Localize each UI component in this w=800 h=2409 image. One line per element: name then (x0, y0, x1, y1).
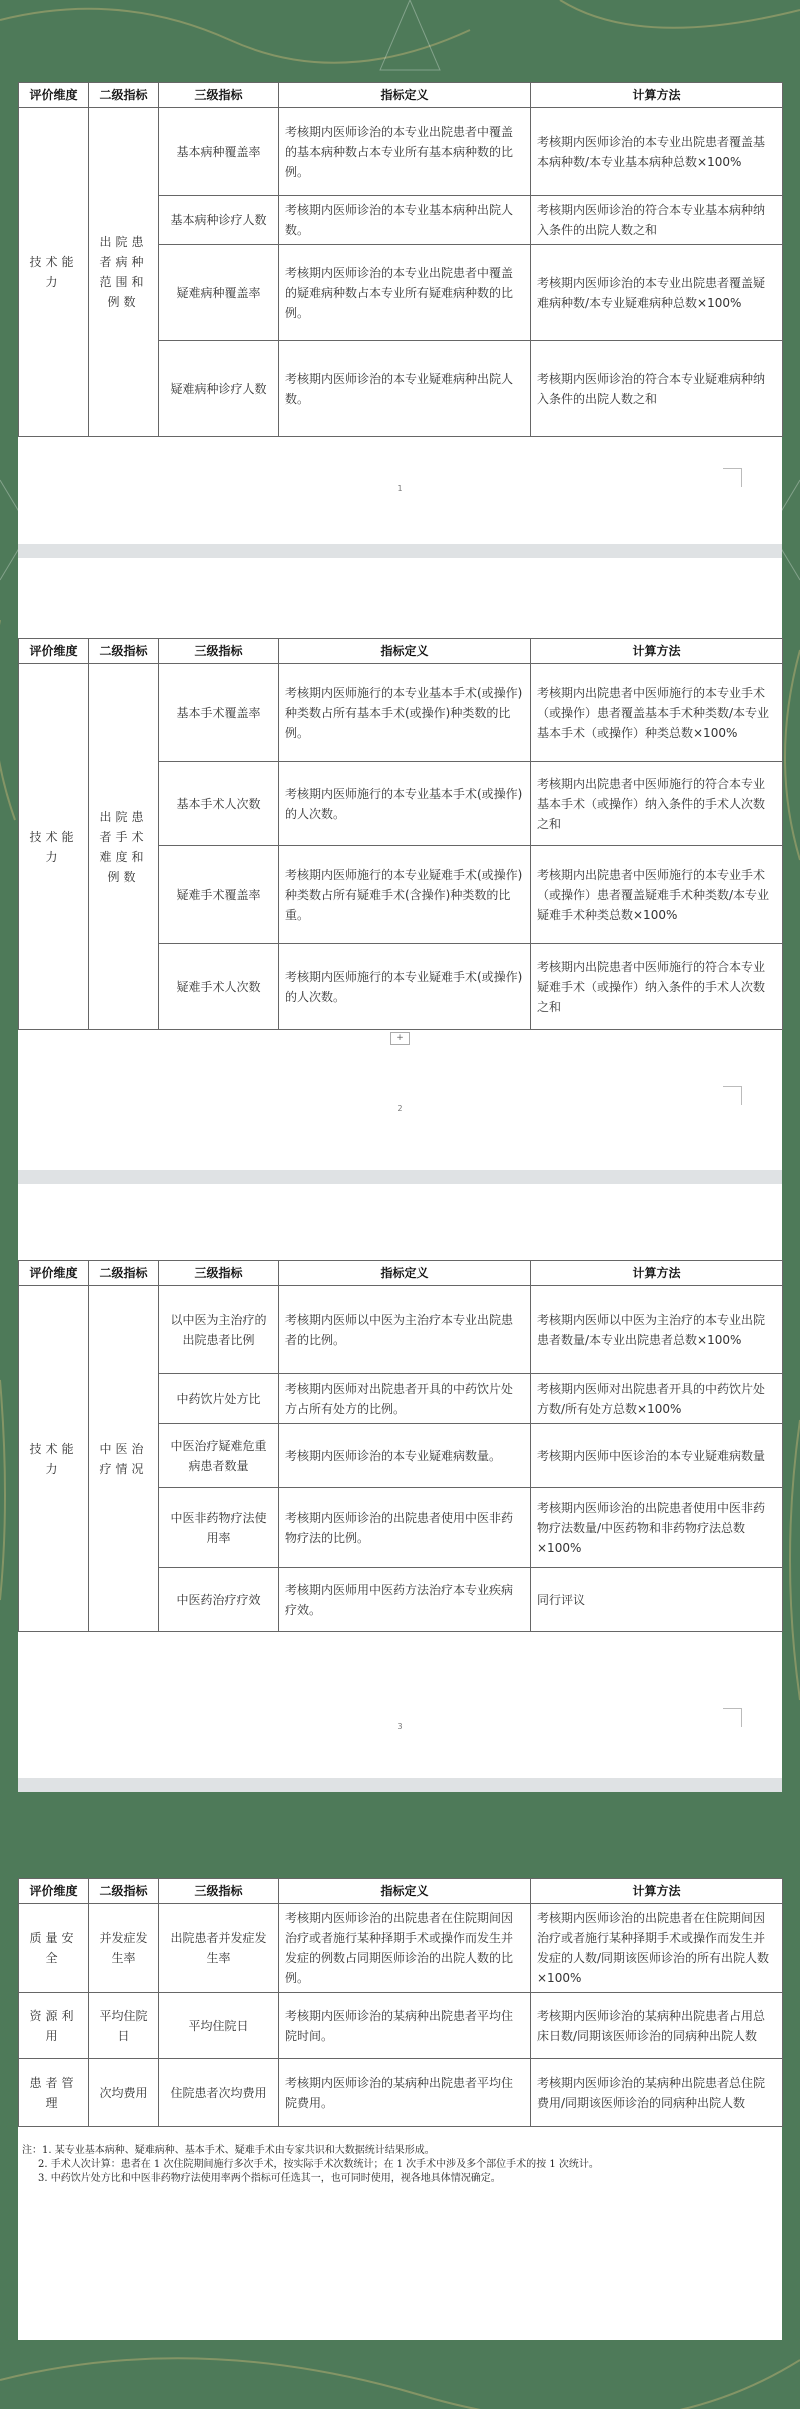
definition-cell: 考核期内医师诊治的本专业疑难病数量。 (279, 1424, 531, 1488)
definition-cell: 考核期内医师诊治的某病种出院患者平均住院费用。 (279, 2059, 531, 2127)
header-calculation: 计算方法 (531, 639, 783, 664)
definition-cell: 考核期内医师对出院患者开具的中药饮片处方占所有处方的比例。 (279, 1374, 531, 1424)
dimension-cell: 技术能力 (19, 1286, 89, 1632)
level3-cell: 疑难病种覆盖率 (159, 245, 279, 341)
level3-cell: 平均住院日 (159, 1993, 279, 2059)
calculation-cell: 考核期内医师诊治的本专业出院患者覆盖基本病种数/本专业基本病种总数×100% (531, 108, 783, 196)
table-row (19, 1904, 783, 1993)
level3-cell: 基本手术覆盖率 (159, 664, 279, 762)
header-level3: 三级指标 (159, 639, 279, 664)
level2-cell: 次均费用 (89, 2059, 159, 2127)
note-line: 3. 中药饮片处方比和中医非药物疗法使用率两个指标可任选其一，也可同时使用，视各地具体情况确定。 (38, 2173, 501, 2184)
calculation-cell: 考核期内医师中医诊治的本专业疑难病数量 (531, 1424, 783, 1488)
note-line: 注：1. 某专业基本病种、疑难病种、基本手术、疑难手术由专家共识和大数据统计结果形成。 (22, 2145, 435, 2156)
calculation-cell: 考核期内医师诊治的本专业出院患者覆盖疑难病种数/本专业疑难病种总数×100% (531, 245, 783, 341)
level3-cell: 基本病种覆盖率 (159, 108, 279, 196)
level3-cell: 基本手术人次数 (159, 762, 279, 846)
definition-cell: 考核期内医师施行的本专业基本手术(或操作)的人次数。 (279, 762, 531, 846)
level2-cell: 并发症发生率 (89, 1904, 159, 1993)
table-header-row (19, 83, 783, 108)
level3-cell: 基本病种诊疗人数 (159, 196, 279, 245)
table-header-row (19, 1261, 783, 1286)
definition-cell: 考核期内医师诊治的出院患者在住院期间因治疗或者施行某种择期手术或操作而发生并发症的例数占同期医师诊治的出院人数的比例。 (279, 1904, 531, 1993)
header-definition: 指标定义 (279, 83, 531, 108)
note-line: 2. 手术人次计算：患者在 1 次住院期间施行多次手术，按实际手术次数统计；在 1 次手术中涉及多个部位手术的按 1 次统计。 (38, 2159, 599, 2170)
table-row (19, 108, 783, 196)
calculation-cell: 考核期内医师诊治的符合本专业基本病种纳入条件的出院人数之和 (531, 196, 783, 245)
calculation-cell: 考核期内医师对出院患者开具的中药饮片处方数/所有处方总数×100% (531, 1374, 783, 1424)
header-dimension: 评价维度 (19, 1879, 89, 1904)
page-separator (18, 1778, 782, 1792)
page-number: 1 (397, 484, 403, 493)
header-dimension: 评价维度 (19, 1261, 89, 1286)
dimension-cell: 资源利用 (19, 1993, 89, 2059)
level3-cell: 中医药治疗疗效 (159, 1568, 279, 1632)
header-level2: 二级指标 (89, 83, 159, 108)
document-page-4 (18, 1878, 782, 2340)
level3-cell: 中药饮片处方比 (159, 1374, 279, 1424)
level3-cell: 住院患者次均费用 (159, 2059, 279, 2127)
calculation-cell: 考核期内医师诊治的出院患者使用中医非药物疗法数量/中医药物和非药物疗法总数×100% (531, 1488, 783, 1568)
header-dimension: 评价维度 (19, 83, 89, 108)
header-level3: 三级指标 (159, 83, 279, 108)
definition-cell: 考核期内医师施行的本专业基本手术(或操作)种类数占所有基本手术(或操作)种类数的比例。 (279, 664, 531, 762)
calculation-cell: 考核期内出院患者中医师施行的本专业手术（或操作）患者覆盖基本手术种类数/本专业基本手术（或操作）种类总数×100% (531, 664, 783, 762)
header-level3: 三级指标 (159, 1879, 279, 1904)
definition-cell: 考核期内医师诊治的某病种出院患者平均住院时间。 (279, 1993, 531, 2059)
table-row (19, 664, 783, 762)
level3-cell: 疑难手术人次数 (159, 944, 279, 1030)
calculation-cell: 考核期内医师诊治的符合本专业疑难病种纳入条件的出院人数之和 (531, 341, 783, 437)
page-separator (18, 1170, 782, 1184)
definition-cell: 考核期内医师诊治的本专业基本病种出院人数。 (279, 196, 531, 245)
table-row (19, 2059, 783, 2127)
header-definition: 指标定义 (279, 639, 531, 664)
table-row (19, 1993, 783, 2059)
add-row-button[interactable]: + (390, 1032, 410, 1045)
calculation-cell: 考核期内医师诊治的出院患者在住院期间因治疗或者施行某种择期手术或操作而发生并发症的人数/同期该医师诊治的所有出院人数×100% (531, 1904, 783, 1993)
header-calculation: 计算方法 (531, 1879, 783, 1904)
level2-cell: 中医治疗情况 (89, 1286, 159, 1632)
header-level2: 二级指标 (89, 639, 159, 664)
level3-cell: 疑难病种诊疗人数 (159, 341, 279, 437)
dimension-cell: 患者管理 (19, 2059, 89, 2127)
page-corner-mark (723, 1086, 742, 1105)
level2-cell: 出院患者手术难度和例数 (89, 664, 159, 1030)
indicator-table-page-1 (18, 82, 783, 437)
document-page-2 (18, 558, 782, 1170)
table-header-row (19, 639, 783, 664)
dimension-cell: 技术能力 (19, 108, 89, 437)
table-header-row (19, 1879, 783, 1904)
header-level2: 二级指标 (89, 1879, 159, 1904)
table-row (19, 1286, 783, 1374)
definition-cell: 考核期内医师诊治的本专业出院患者中覆盖的疑难病种数占本专业所有疑难病种数的比例。 (279, 245, 531, 341)
header-calculation: 计算方法 (531, 83, 783, 108)
level3-cell: 中医治疗疑难危重病患者数量 (159, 1424, 279, 1488)
page-separator (18, 544, 782, 558)
header-definition: 指标定义 (279, 1261, 531, 1286)
calculation-cell: 考核期内出院患者中医师施行的符合本专业基本手术（或操作）纳入条件的手术人次数之和 (531, 762, 783, 846)
calculation-cell: 考核期内医师以中医为主治疗的本专业出院患者数量/本专业出院患者总数×100% (531, 1286, 783, 1374)
definition-cell: 考核期内医师以中医为主治疗本专业出院患者的比例。 (279, 1286, 531, 1374)
document-page-1 (18, 82, 782, 544)
indicator-table-page-4 (18, 1878, 783, 2127)
table-notes (22, 2144, 772, 2186)
calculation-cell: 考核期内出院患者中医师施行的本专业手术（或操作）患者覆盖疑难手术种类数/本专业疑难手术种类总数×100% (531, 846, 783, 944)
definition-cell: 考核期内医师诊治的出院患者使用中医非药物疗法的比例。 (279, 1488, 531, 1568)
level3-cell: 出院患者并发症发生率 (159, 1904, 279, 1993)
dimension-cell: 质量安全 (19, 1904, 89, 1993)
definition-cell: 考核期内医师用中医药方法治疗本专业疾病疗效。 (279, 1568, 531, 1632)
calculation-cell: 考核期内出院患者中医师施行的符合本专业疑难手术（或操作）纳入条件的手术人次数之和 (531, 944, 783, 1030)
level2-cell: 出院患者病种范围和例数 (89, 108, 159, 437)
definition-cell: 考核期内医师施行的本专业疑难手术(或操作)的人次数。 (279, 944, 531, 1030)
header-level2: 二级指标 (89, 1261, 159, 1286)
level3-cell: 中医非药物疗法使用率 (159, 1488, 279, 1568)
header-level3: 三级指标 (159, 1261, 279, 1286)
calculation-cell: 同行评议 (531, 1568, 783, 1632)
page-number: 3 (397, 1722, 403, 1731)
header-definition: 指标定义 (279, 1879, 531, 1904)
header-dimension: 评价维度 (19, 639, 89, 664)
document-page-3 (18, 1184, 782, 1778)
indicator-table-page-2 (18, 638, 783, 1030)
definition-cell: 考核期内医师诊治的本专业出院患者中覆盖的基本病种数占本专业所有基本病种数的比例。 (279, 108, 531, 196)
definition-cell: 考核期内医师诊治的本专业疑难病种出院人数。 (279, 341, 531, 437)
page-number: 2 (397, 1104, 403, 1113)
calculation-cell: 考核期内医师诊治的某病种出院患者占用总床日数/同期该医师诊治的同病种出院人数 (531, 1993, 783, 2059)
level2-cell: 平均住院日 (89, 1993, 159, 2059)
definition-cell: 考核期内医师施行的本专业疑难手术(或操作)种类数占所有疑难手术(含操作)种类数的比重。 (279, 846, 531, 944)
level3-cell: 疑难手术覆盖率 (159, 846, 279, 944)
calculation-cell: 考核期内医师诊治的某病种出院患者总住院费用/同期该医师诊治的同病种出院人数 (531, 2059, 783, 2127)
indicator-table-page-3 (18, 1260, 783, 1632)
level3-cell: 以中医为主治疗的出院患者比例 (159, 1286, 279, 1374)
dimension-cell: 技术能力 (19, 664, 89, 1030)
header-calculation: 计算方法 (531, 1261, 783, 1286)
